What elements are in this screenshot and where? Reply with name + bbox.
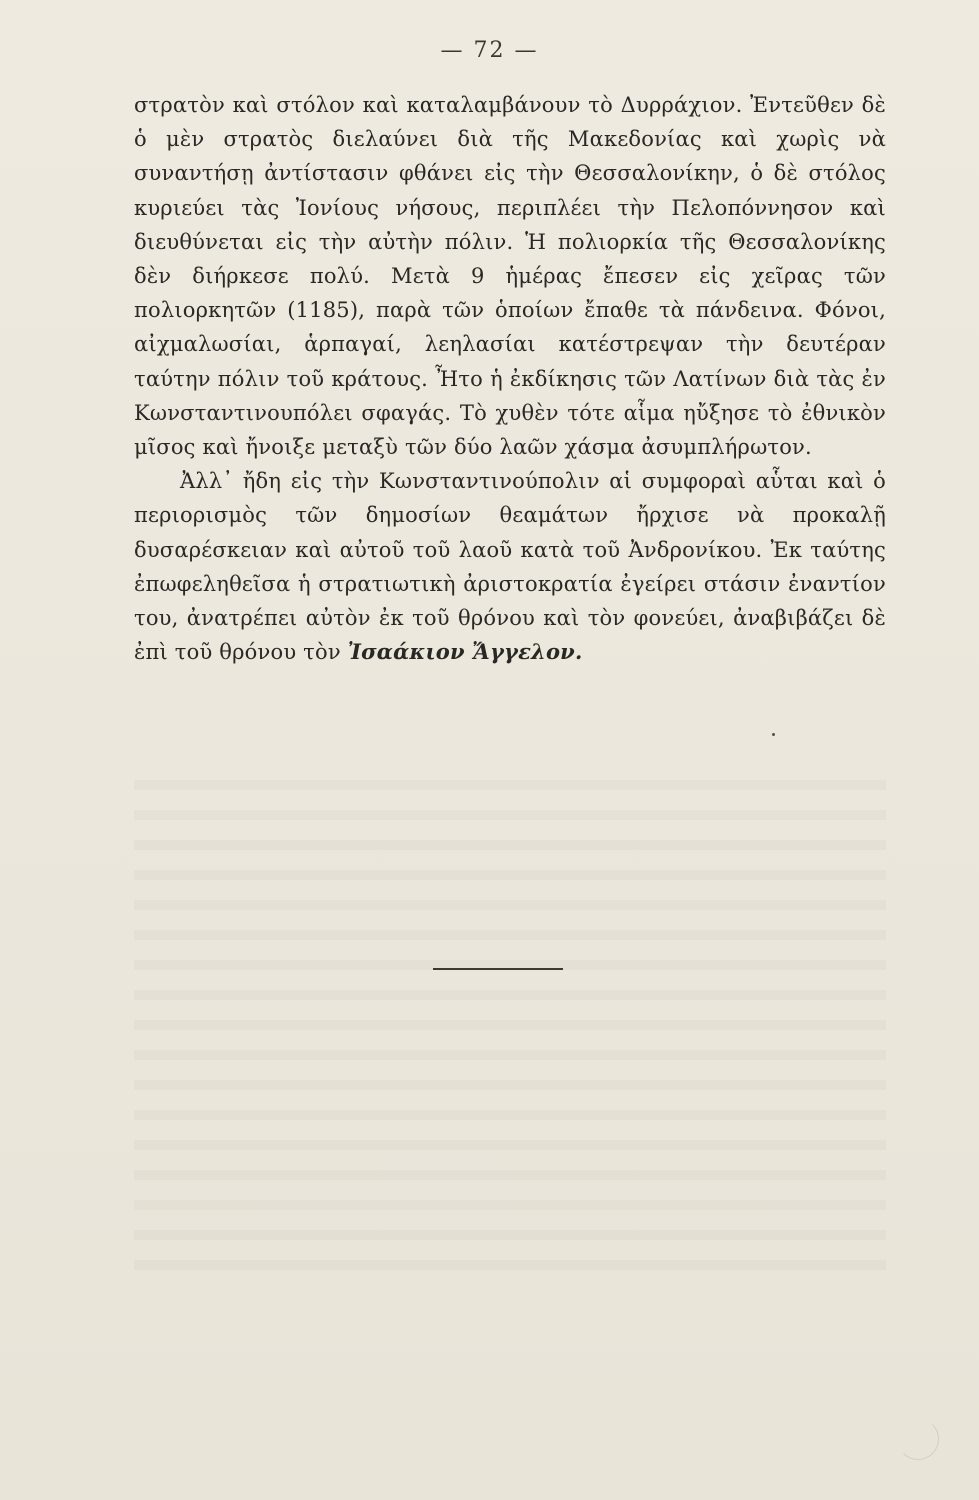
paragraph-2-text: Ἀλλ᾽ ἤδη εἰς τὴν Κωνσταντινούπολιν αἱ συμφοραὶ αὗται καὶ ὁ περιορισμὸς τῶν δημοσίων θεαμάτων ἤρχισε νὰ προκαλῇ δυσαρέσκειαν καὶ αὐτοῦ τοῦ λαοῦ κατὰ τοῦ Ἀνδρονίκου. Ἐκ ταύτης ἐπωφεληθεῖσα ἡ στρατιωτικὴ ἀριστοκρατία ἐγείρει στάσιν ἐναντίον του, ἀνατρέπει αὐτὸν ἐκ τοῦ θρόνου καὶ τὸν φονεύει, ἀναβιβάζει δὲ ἐπὶ τοῦ θρόνου τὸν — [134, 469, 886, 665]
paragraph-2 — [134, 464, 886, 669]
emphasized-name: Ἰσαάκιον Ἄγγελον. — [347, 639, 583, 665]
paragraph-1: στρατὸν καὶ στόλον καὶ καταλαμβάνουν τὸ Δυρράχιον. Ἐντεῦθεν δὲ ὁ μὲν στρατὸς διελαύνει διὰ τῆς Μακεδονίας καὶ χωρὶς νὰ συναντήσῃ ἀντίστασιν φθάνει εἰς τὴν Θεσσαλονίκην, ὁ δὲ στόλος κυριεύει τὰς Ἰονίους νήσους, περιπλέει τὴν Πελοπόννησον καὶ διευθύνεται εἰς τὴν αὐτὴν πόλιν. Ἡ πολιορκία τῆς Θεσσαλονίκης δὲν διήρκεσε πολύ. Μετὰ 9 ἡμέρας ἔπεσεν εἰς χεῖρας τῶν πολιορκητῶν (1185), παρὰ τῶν ὁποίων ἔπαθε τὰ πάνδεινα. Φόνοι, αἰχμαλωσίαι, ἁρπαγαί, λεηλασίαι κατέστρεψαν τὴν δευτέραν ταύτην πόλιν τοῦ κράτους. Ἦτο ἡ ἐκδίκησις τῶν Λατίνων διὰ τὰς ἐν Κωνσταντινουπόλει σφαγάς. Τὸ χυθὲν τότε αἷμα ηὔξησε τὸ ἐθνικὸν μῖσος καὶ ἤνοιξε μεταξὺ τῶν δύο λαῶν χάσμα ἀσυμπλήρωτον. — [134, 93, 886, 460]
corner-stamp-mark — [897, 1418, 939, 1460]
section-divider-rule — [433, 968, 563, 970]
show-through-texture — [134, 760, 886, 1280]
page-number: — 72 — — [440, 38, 539, 63]
stray-dot-mark — [772, 733, 775, 736]
body-text — [134, 88, 886, 669]
